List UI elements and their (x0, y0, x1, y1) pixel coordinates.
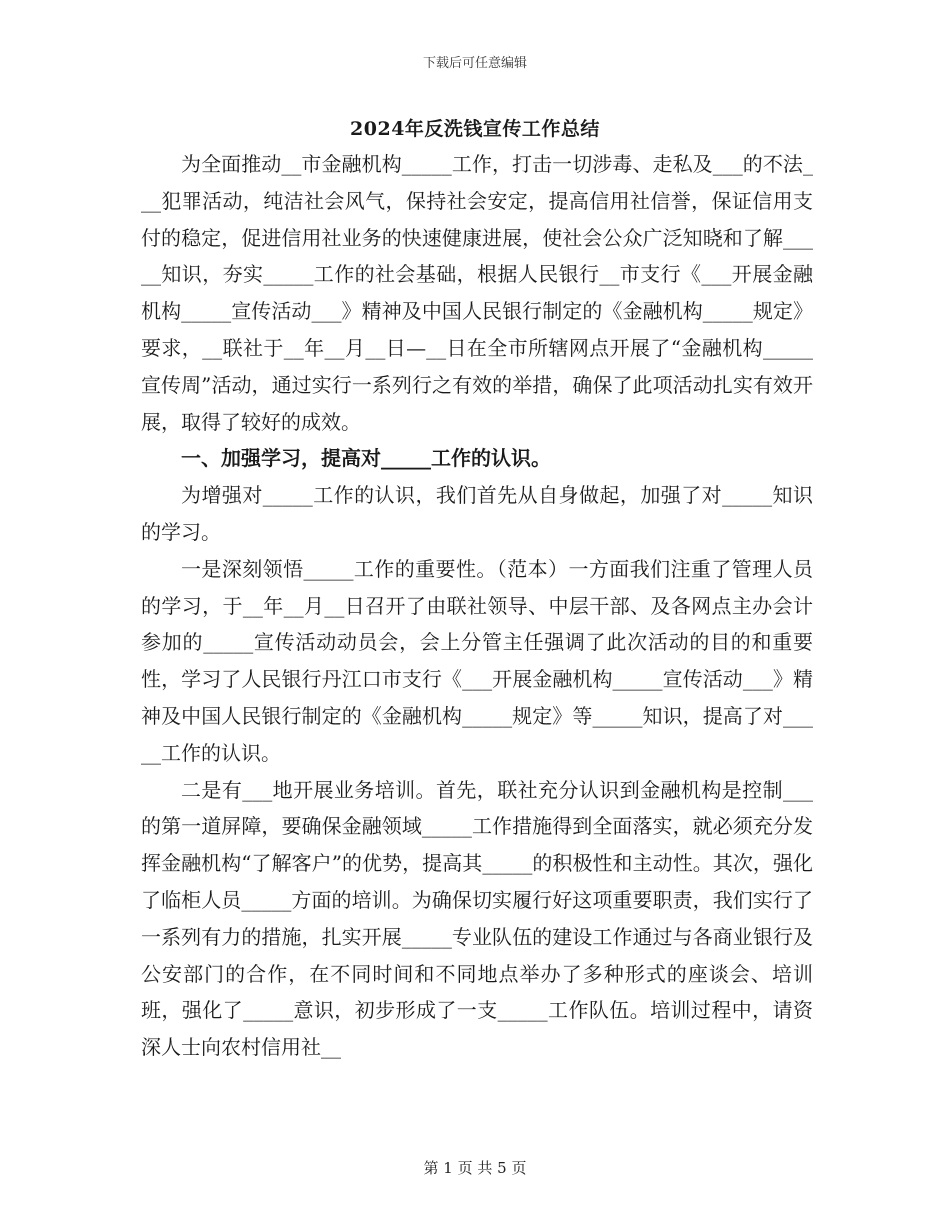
header-note: 下载后可任意编辑 (422, 56, 527, 71)
page-number-footer: 第 1 页 共 5 页 (423, 1159, 527, 1177)
section1-paragraph-2: 一是深刻领悟_____工作的重要性。（范本）一方面我们注重了管理人员的学习，于__年__月__日召开了由联社领导、中层干部、及各网点主办会计参加的_____宣传活动动员会，会上分管主任强调了此次活动的目的和重要性，学习了人民银行丹江口市支行《___开展金融机构_____宣传活动___》精神及中国人民银行制定的《金融机构_____规定》等_____知识，提高了对_____工作的认识。 (141, 556, 813, 765)
section1-paragraph-1: 为增强对_____工作的认识，我们首先从自身做起，加强了对_____知识的学习。 (141, 483, 813, 544)
document-body (141, 146, 813, 1066)
document-title: 2024年反洗钱宣传工作总结 (350, 118, 600, 140)
section1-paragraph-3: 二是有___地开展业务培训。首先，联社充分认识到金融机构是控制___的第一道屏障，要确保金融领域_____工作措施得到全面落实，就必须充分发挥金融机构“了解客户”的优势，提高其_____的积极性和主动性。其次，强化了临柜人员_____方面的培训。为确保切实履行好这项重要职责，我们实行了一系列有力的措施，扎实开展_____专业队伍的建设工作通过与各商业银行及公安部门的合作，在不同时间和不同地点举办了多种形式的座谈会、培训班，强化了_____意识，初步形成了一支_____工作队伍。培训过程中，请资深人士向农村信用社__ (141, 777, 813, 1060)
intro-paragraph: 为全面推动__市金融机构_____工作，打击一切涉毒、走私及___的不法___犯罪活动，纯洁社会风气，保持社会安定，提高信用社信誉，保证信用支付的稳定，促进信用社业务的快速健康进展，使社会公众广泛知晓和了解_____知识，夯实_____工作的社会基础，根据人民银行__市支行《___开展金融机构_____宣传活动___》精神及中国人民银行制定的《金融机构_____规定》要求，__联社于__年__月__日—__日在全市所辖网点开展了“金融机构_____宣传周”活动，通过实行一系列行之有效的举措，确保了此项活动扎实有效开展，取得了较好的成效。 (141, 152, 813, 434)
section-heading-1: 一、加强学习，提高对_____工作的认识。 (181, 446, 551, 471)
